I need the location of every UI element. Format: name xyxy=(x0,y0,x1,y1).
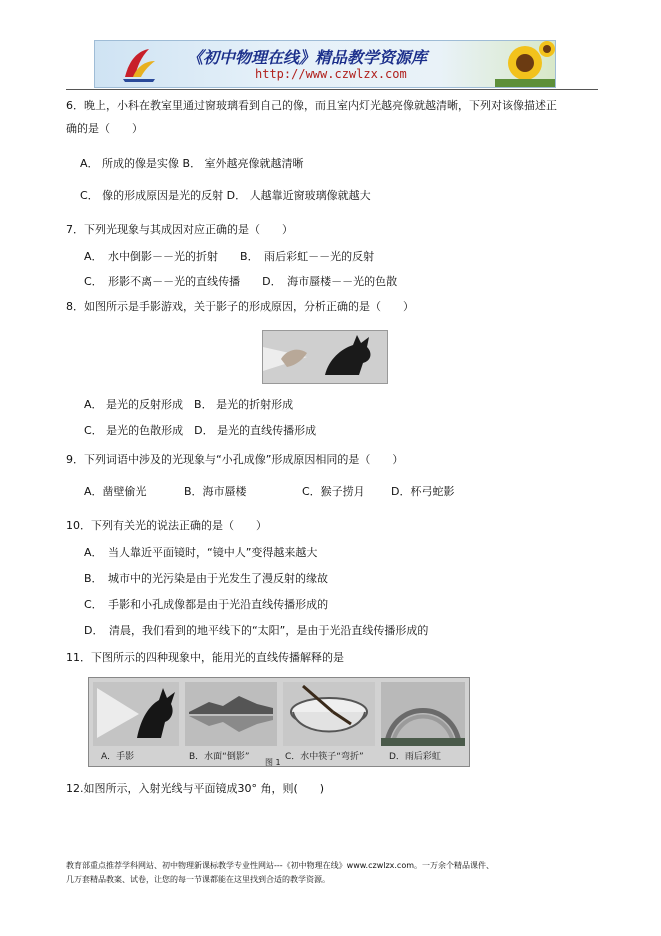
q8-options-cd: C． 是光的色散形成 D． 是光的直线传播形成 xyxy=(84,424,317,437)
footer-line2: 几万套精品教案、试卷，让您的每一节课都能在这里找到合适的教学资源。 xyxy=(66,875,330,884)
four-phenomena-image xyxy=(88,677,470,767)
q9-option-a: A．凿壁偷光 xyxy=(84,485,147,498)
sunflower-icon xyxy=(495,41,555,87)
q12-stem: 12.如图所示，入射光线与平面镜成30° 角，则( ) xyxy=(66,782,325,795)
q7-options-ab: A． 水中倒影－－光的折射 B． 雨后彩虹－－光的反射 xyxy=(84,250,375,263)
q6-options-cd: C． 像的形成原因是光的反射 D． 人越靠近窗玻璃像就越大 xyxy=(80,189,371,202)
q10-option-a: A． 当人靠近平面镜时，“镜中人”变得越来越大 xyxy=(84,546,318,559)
logo-icon xyxy=(119,47,159,83)
q7-options-cd: C． 形影不离－－光的直线传播 D． 海市蜃楼－－光的色散 xyxy=(84,275,398,288)
q11-caption-d: D．雨后彩虹 xyxy=(389,752,441,762)
hand-shadow-image xyxy=(262,330,388,384)
q11-caption-b: B．水面“倒影” xyxy=(189,752,250,762)
header-rule xyxy=(66,89,598,90)
q11-figure-label: 图 1 xyxy=(265,758,281,767)
q9-option-b: B．海市蜃楼 xyxy=(184,485,247,498)
footer-line1: 教育部重点推荐学科网站、初中物理新课标教学专业性网站---《初中物理在线》www.czwlzx.com。一万余个精品课件、 xyxy=(66,861,495,870)
q10-option-d: D． 清晨，我们看到的地平线下的“太阳”，是由于光沿直线传播形成的 xyxy=(84,624,429,637)
q6-options-ab: A． 所成的像是实像 B． 室外越亮像就越清晰 xyxy=(80,157,304,170)
header-banner xyxy=(94,40,556,88)
q9-option-d: D．杯弓蛇影 xyxy=(391,485,455,498)
q11-caption-c: C．水中筷子“弯折” xyxy=(285,752,364,762)
q6-stem-line1: 6．晚上，小科在教室里通过窗玻璃看到自己的像，而且室内灯光越亮像就越清晰，下列对该像描述正 xyxy=(66,99,557,112)
q9-stem: 9．下列词语中涉及的光现象与“小孔成像”形成原因相同的是（ ） xyxy=(66,453,404,466)
banner-title: 《初中物理在线》精品教学资源库 xyxy=(187,48,428,67)
q9-option-c: C．猴子捞月 xyxy=(302,485,365,498)
q7-stem: 7．下列光现象与其成因对应正确的是（ ） xyxy=(66,223,293,236)
q8-stem: 8．如图所示是手影游戏，关于影子的形成原因，分析正确的是（ ） xyxy=(66,300,414,313)
q11-stem: 11．下图所示的四种现象中，能用光的直线传播解释的是 xyxy=(66,651,344,664)
q10-stem: 10．下列有关光的说法正确的是（ ） xyxy=(66,519,267,532)
q8-options-ab: A． 是光的反射形成 B． 是光的折射形成 xyxy=(84,398,294,411)
banner-url[interactable]: http://www.czwlzx.com xyxy=(255,67,407,81)
q11-caption-a: A．手影 xyxy=(101,752,135,762)
q10-option-b: B． 城市中的光污染是由于光发生了漫反射的缘故 xyxy=(84,572,329,585)
q6-stem-line2: 确的是（ ） xyxy=(66,122,143,135)
q10-option-c: C． 手影和小孔成像都是由于光沿直线传播形成的 xyxy=(84,598,329,611)
